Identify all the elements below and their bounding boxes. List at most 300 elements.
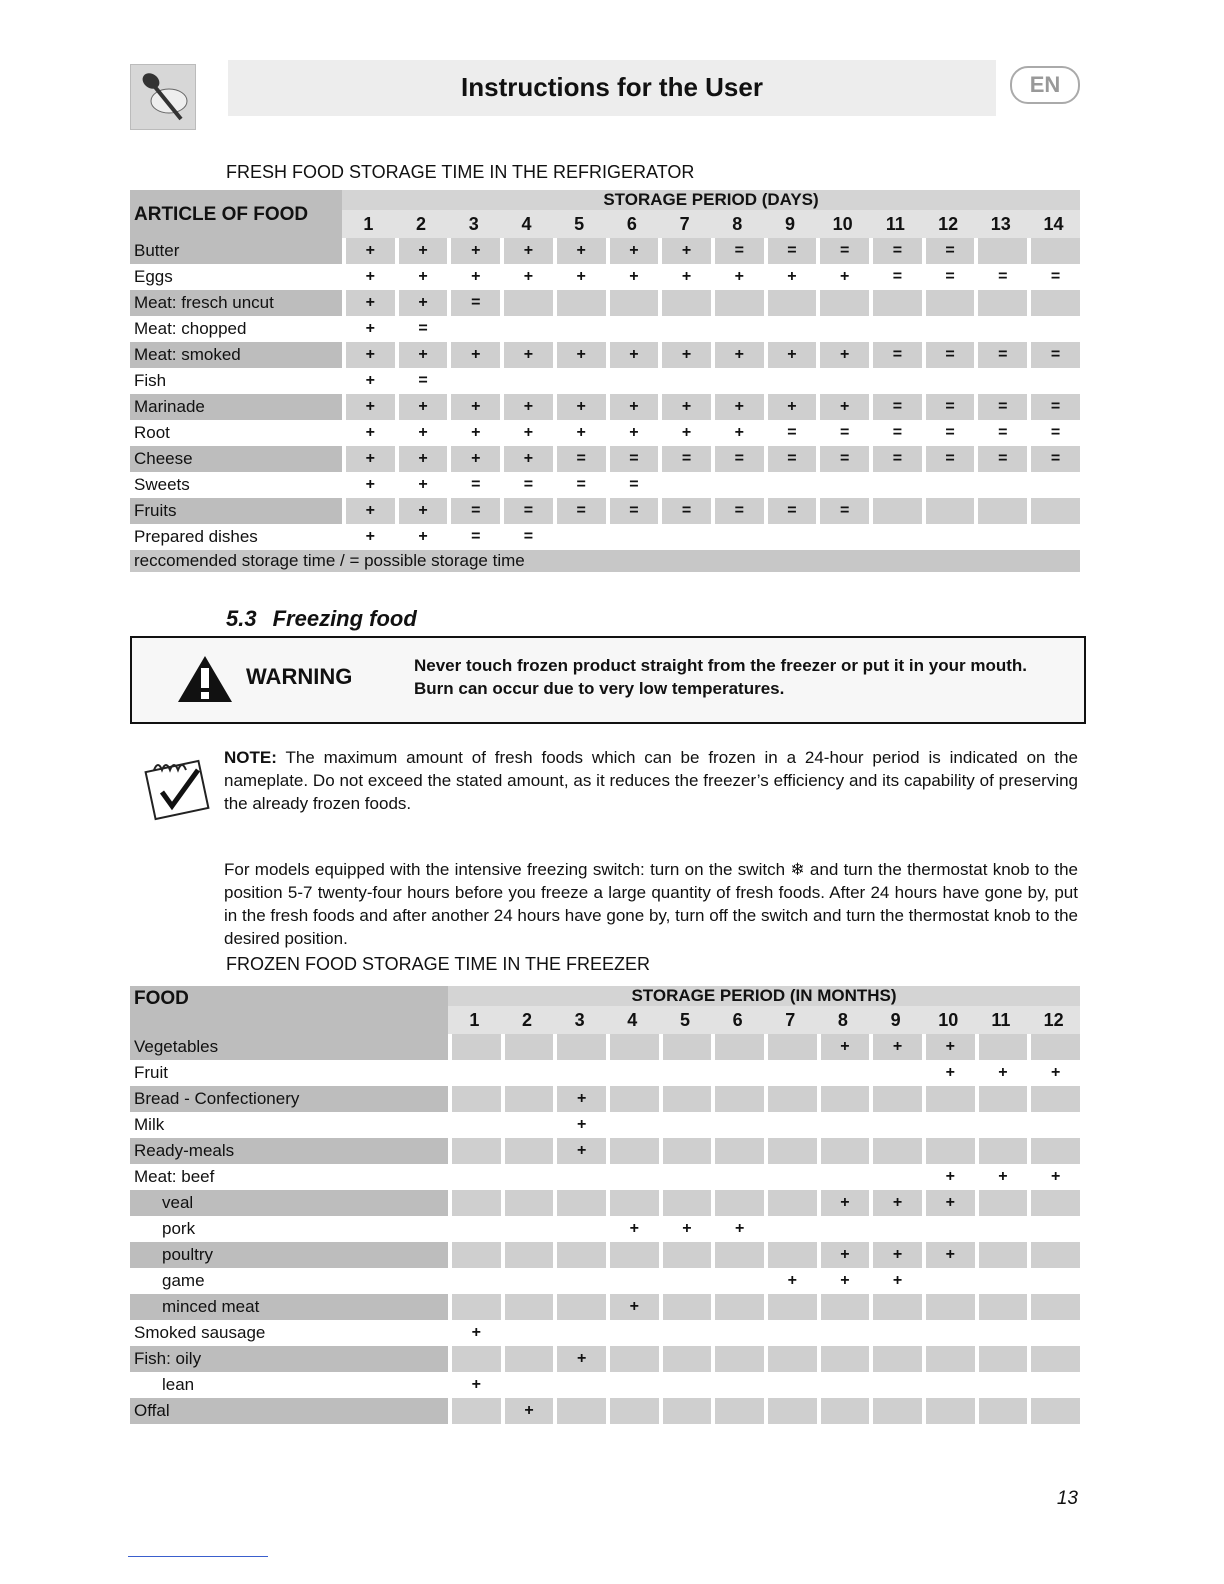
storage-cell xyxy=(606,1268,659,1294)
storage-cell xyxy=(659,1242,712,1268)
storage-cell: = xyxy=(447,290,500,316)
storage-cell: + xyxy=(606,420,659,446)
storage-cell xyxy=(448,1190,501,1216)
storage-cell: = xyxy=(711,446,764,472)
storage-cell: + xyxy=(711,1216,764,1242)
storage-cell: + xyxy=(606,1294,659,1320)
storage-cell xyxy=(711,1242,764,1268)
storage-cell xyxy=(817,1138,870,1164)
warning-line-1: Never touch frozen product straight from the freezer or put it in your mouth. xyxy=(414,656,1027,675)
storage-cell: = xyxy=(922,238,975,264)
table-row xyxy=(130,1164,1080,1190)
storage-cell xyxy=(1027,1268,1080,1294)
storage-cell xyxy=(869,290,922,316)
storage-cell xyxy=(659,1060,712,1086)
table-row xyxy=(130,1242,1080,1268)
table-row xyxy=(130,1086,1080,1112)
freezer-column-2: 2 xyxy=(501,1006,554,1034)
storage-cell xyxy=(659,1294,712,1320)
storage-cell xyxy=(817,1060,870,1086)
storage-cell xyxy=(553,1060,606,1086)
storage-cell: = xyxy=(500,498,553,524)
storage-cell xyxy=(659,1190,712,1216)
storage-cell xyxy=(500,290,553,316)
storage-cell: = xyxy=(974,420,1027,446)
storage-cell xyxy=(817,1320,870,1346)
storage-cell: = xyxy=(869,446,922,472)
storage-cell xyxy=(974,368,1027,394)
storage-cell xyxy=(448,1138,501,1164)
storage-cell xyxy=(606,524,659,550)
storage-cell: + xyxy=(658,238,711,264)
page-number: 13 xyxy=(1056,1488,1078,1509)
storage-cell: + xyxy=(869,1242,922,1268)
storage-cell: = xyxy=(869,342,922,368)
food-name: Sweets xyxy=(134,475,190,494)
storage-cell xyxy=(764,1216,817,1242)
storage-cell xyxy=(764,1112,817,1138)
storage-cell: + xyxy=(342,264,395,290)
storage-cell: + xyxy=(816,342,869,368)
food-name: Butter xyxy=(130,238,342,264)
storage-cell xyxy=(975,1320,1028,1346)
storage-cell: + xyxy=(553,1086,606,1112)
storage-cell: + xyxy=(553,394,606,420)
storage-cell: + xyxy=(395,342,448,368)
storage-cell xyxy=(817,1398,870,1424)
storage-cell xyxy=(764,1372,817,1398)
storage-cell xyxy=(975,1190,1028,1216)
storage-cell xyxy=(659,1398,712,1424)
storage-cell xyxy=(711,1372,764,1398)
table-row xyxy=(130,1398,1080,1424)
storage-cell xyxy=(817,1112,870,1138)
storage-cell: + xyxy=(395,238,448,264)
storage-cell: + xyxy=(816,394,869,420)
storage-cell xyxy=(448,1216,501,1242)
storage-cell xyxy=(501,1346,554,1372)
freezer-column-10: 10 xyxy=(922,1006,975,1034)
storage-cell xyxy=(711,1268,764,1294)
table-row xyxy=(130,498,1080,524)
storage-cell xyxy=(553,1398,606,1424)
freezer-column-8: 8 xyxy=(817,1006,870,1034)
storage-cell: = xyxy=(1027,420,1080,446)
storage-cell xyxy=(817,1346,870,1372)
storage-cell: = xyxy=(395,368,448,394)
storage-cell xyxy=(922,316,975,342)
storage-cell xyxy=(606,290,659,316)
storage-cell xyxy=(606,1086,659,1112)
storage-cell xyxy=(1027,1190,1080,1216)
storage-cell xyxy=(975,1346,1028,1372)
storage-cell xyxy=(869,368,922,394)
storage-cell: + xyxy=(764,394,817,420)
storage-cell: + xyxy=(395,394,448,420)
storage-cell xyxy=(764,1398,817,1424)
storage-cell xyxy=(869,1060,922,1086)
storage-cell: + xyxy=(606,264,659,290)
fridge-column-3: 3 xyxy=(447,210,500,238)
food-name: Fruit xyxy=(134,1063,168,1082)
storage-cell xyxy=(922,290,975,316)
storage-cell xyxy=(764,1086,817,1112)
storage-cell xyxy=(975,1398,1028,1424)
storage-cell xyxy=(448,1164,501,1190)
storage-cell: + xyxy=(447,446,500,472)
storage-cell: = xyxy=(500,524,553,550)
storage-cell xyxy=(869,1164,922,1190)
fridge-storage-table xyxy=(130,190,1080,572)
storage-cell xyxy=(1027,1242,1080,1268)
storage-cell: + xyxy=(869,1190,922,1216)
food-name: Eggs xyxy=(134,267,173,286)
storage-cell: + xyxy=(395,472,448,498)
storage-cell: + xyxy=(764,342,817,368)
storage-cell xyxy=(869,1372,922,1398)
storage-cell: = xyxy=(974,342,1027,368)
table-row xyxy=(130,316,1080,342)
fridge-column-4: 4 xyxy=(500,210,553,238)
storage-cell xyxy=(922,1320,975,1346)
storage-cell xyxy=(1027,1320,1080,1346)
storage-cell xyxy=(606,1138,659,1164)
storage-cell: + xyxy=(553,238,606,264)
storage-cell: + xyxy=(500,394,553,420)
storage-cell xyxy=(816,368,869,394)
storage-cell xyxy=(553,368,606,394)
storage-cell: + xyxy=(922,1034,975,1060)
storage-cell: + xyxy=(764,264,817,290)
table-row xyxy=(130,1372,1080,1398)
storage-cell: + xyxy=(500,264,553,290)
storage-cell: = xyxy=(869,394,922,420)
storage-cell xyxy=(501,1242,554,1268)
storage-cell xyxy=(1027,1398,1080,1424)
fridge-column-6: 6 xyxy=(606,210,659,238)
storage-cell xyxy=(501,1086,554,1112)
storage-cell xyxy=(606,1242,659,1268)
storage-cell: + xyxy=(448,1320,501,1346)
warning-line-2: Burn can occur due to very low temperatures. xyxy=(414,679,785,698)
storage-cell: = xyxy=(869,420,922,446)
storage-cell: = xyxy=(816,238,869,264)
storage-cell xyxy=(817,1216,870,1242)
food-name: Ready-meals xyxy=(130,1138,448,1164)
storage-cell: + xyxy=(395,264,448,290)
storage-cell: + xyxy=(501,1398,554,1424)
storage-cell: + xyxy=(922,1164,975,1190)
storage-cell: = xyxy=(764,498,817,524)
storage-cell xyxy=(501,1164,554,1190)
storage-cell: = xyxy=(553,498,606,524)
storage-cell xyxy=(659,1086,712,1112)
storage-cell xyxy=(764,1320,817,1346)
warning-text xyxy=(414,654,1082,700)
storage-cell xyxy=(764,1060,817,1086)
storage-cell xyxy=(659,1164,712,1190)
storage-cell: = xyxy=(1027,394,1080,420)
storage-cell xyxy=(974,316,1027,342)
storage-cell xyxy=(553,1268,606,1294)
table-row xyxy=(130,342,1080,368)
freezer-column-7: 7 xyxy=(764,1006,817,1034)
storage-cell xyxy=(711,316,764,342)
storage-cell xyxy=(448,1294,501,1320)
food-name: minced meat xyxy=(130,1294,448,1320)
storage-cell: + xyxy=(395,524,448,550)
freezer-column-5: 5 xyxy=(659,1006,712,1034)
storage-cell xyxy=(1027,1086,1080,1112)
storage-cell xyxy=(1027,1372,1080,1398)
section-title: Freezing food xyxy=(272,606,417,631)
freezer-column-11: 11 xyxy=(975,1006,1028,1034)
storage-cell: + xyxy=(711,394,764,420)
section-heading xyxy=(226,606,433,632)
storage-cell xyxy=(869,1138,922,1164)
storage-cell xyxy=(975,1034,1028,1060)
storage-cell xyxy=(922,368,975,394)
note-pad-icon xyxy=(140,748,220,827)
storage-cell: + xyxy=(606,1216,659,1242)
storage-cell: = xyxy=(974,264,1027,290)
storage-cell: = xyxy=(711,498,764,524)
storage-cell xyxy=(659,1112,712,1138)
storage-cell: = xyxy=(1027,342,1080,368)
snowflake-switch-icon: ❄ xyxy=(790,860,805,879)
storage-cell: = xyxy=(553,472,606,498)
storage-cell xyxy=(869,1294,922,1320)
storage-cell xyxy=(1027,524,1080,550)
storage-cell: + xyxy=(342,420,395,446)
storage-cell xyxy=(606,368,659,394)
food-name: Prepared dishes xyxy=(134,527,258,546)
storage-cell: = xyxy=(922,264,975,290)
storage-cell: + xyxy=(395,420,448,446)
storage-cell xyxy=(869,1112,922,1138)
storage-cell xyxy=(711,1138,764,1164)
storage-cell xyxy=(658,524,711,550)
storage-cell xyxy=(553,524,606,550)
fridge-column-12: 12 xyxy=(922,210,975,238)
storage-cell xyxy=(764,1242,817,1268)
paragraph-part-1: For models equipped with the intensive freezing switch: turn on the switch xyxy=(224,860,791,879)
food-name: Fruits xyxy=(130,498,342,524)
storage-cell: = xyxy=(922,342,975,368)
storage-cell xyxy=(659,1034,712,1060)
storage-cell xyxy=(500,316,553,342)
fridge-column-7: 7 xyxy=(658,210,711,238)
storage-cell: = xyxy=(869,264,922,290)
food-name: Meat: beef xyxy=(134,1167,215,1186)
storage-cell xyxy=(764,1346,817,1372)
food-name: Milk xyxy=(134,1115,165,1134)
note-label: NOTE: xyxy=(224,748,277,767)
storage-cell xyxy=(501,1216,554,1242)
storage-cell: + xyxy=(500,420,553,446)
storage-cell: = xyxy=(711,238,764,264)
warning-label: WARNING xyxy=(246,664,353,689)
storage-cell xyxy=(1027,316,1080,342)
storage-cell xyxy=(711,1086,764,1112)
food-name: Meat: smoked xyxy=(130,342,342,368)
chef-spoon-logo xyxy=(130,64,196,130)
storage-cell xyxy=(448,1268,501,1294)
storage-cell: = xyxy=(606,446,659,472)
freezer-table-title: FROZEN FOOD STORAGE TIME IN THE FREEZER xyxy=(226,954,651,974)
storage-cell xyxy=(606,1346,659,1372)
fridge-column-5: 5 xyxy=(553,210,606,238)
storage-cell xyxy=(711,1034,764,1060)
storage-cell: = xyxy=(395,316,448,342)
freezer-column-3: 3 xyxy=(553,1006,606,1034)
table-row xyxy=(130,1268,1080,1294)
storage-cell xyxy=(922,524,975,550)
storage-cell: = xyxy=(869,238,922,264)
storage-cell xyxy=(711,1164,764,1190)
storage-cell: + xyxy=(342,446,395,472)
storage-cell xyxy=(922,498,975,524)
storage-cell: + xyxy=(342,472,395,498)
storage-cell xyxy=(553,1164,606,1190)
storage-cell: = xyxy=(606,472,659,498)
storage-cell xyxy=(869,472,922,498)
storage-cell xyxy=(553,290,606,316)
storage-cell xyxy=(816,472,869,498)
storage-cell: + xyxy=(658,394,711,420)
food-name: veal xyxy=(130,1190,448,1216)
storage-cell xyxy=(764,472,817,498)
storage-cell: + xyxy=(658,264,711,290)
storage-cell xyxy=(658,472,711,498)
food-name: game xyxy=(162,1271,205,1290)
table-row xyxy=(130,1060,1080,1086)
fridge-table-title: FRESH FOOD STORAGE TIME IN THE REFRIGERATOR xyxy=(226,162,695,182)
storage-cell xyxy=(659,1320,712,1346)
table-row xyxy=(130,1216,1080,1242)
storage-cell: + xyxy=(817,1242,870,1268)
storage-cell xyxy=(764,1190,817,1216)
note-text xyxy=(224,746,1078,815)
storage-cell: + xyxy=(447,394,500,420)
storage-cell xyxy=(711,290,764,316)
storage-cell: + xyxy=(395,446,448,472)
storage-cell xyxy=(1027,1346,1080,1372)
storage-cell: + xyxy=(553,1112,606,1138)
storage-cell xyxy=(974,498,1027,524)
storage-cell xyxy=(1027,1034,1080,1060)
fridge-column-14: 14 xyxy=(1027,210,1080,238)
fridge-column-10: 10 xyxy=(816,210,869,238)
storage-cell xyxy=(553,1034,606,1060)
storage-cell xyxy=(606,1060,659,1086)
food-name: Root xyxy=(134,423,170,442)
storage-cell xyxy=(447,316,500,342)
storage-cell: = xyxy=(447,524,500,550)
storage-cell xyxy=(448,1086,501,1112)
storage-cell xyxy=(1027,290,1080,316)
storage-cell xyxy=(711,1398,764,1424)
note-body: The maximum amount of fresh foods which can be frozen in a 24-hour period is indicated on the nameplate. Do not exceed the stated amount, as it reduces the freezer’s efficiency and its capability of preserving the already frozen foods. xyxy=(224,748,1078,813)
storage-cell: + xyxy=(869,1034,922,1060)
storage-cell: + xyxy=(553,342,606,368)
storage-cell xyxy=(869,1398,922,1424)
storage-cell: + xyxy=(395,290,448,316)
storage-cell: + xyxy=(606,394,659,420)
storage-cell: + xyxy=(1027,1060,1080,1086)
storage-cell xyxy=(606,1034,659,1060)
storage-cell xyxy=(501,1034,554,1060)
table-row xyxy=(130,472,1080,498)
storage-cell: + xyxy=(342,368,395,394)
table-row xyxy=(130,420,1080,446)
storage-cell xyxy=(606,1190,659,1216)
storage-cell xyxy=(922,472,975,498)
storage-cell xyxy=(975,1268,1028,1294)
storage-cell xyxy=(817,1164,870,1190)
storage-cell: = xyxy=(1027,446,1080,472)
storage-cell xyxy=(448,1398,501,1424)
storage-cell xyxy=(764,290,817,316)
storage-cell: + xyxy=(342,316,395,342)
storage-cell: = xyxy=(974,394,1027,420)
storage-cell: + xyxy=(817,1034,870,1060)
storage-cell: + xyxy=(711,342,764,368)
storage-cell xyxy=(922,1294,975,1320)
storage-cell xyxy=(1027,238,1080,264)
storage-cell: + xyxy=(764,1268,817,1294)
storage-cell xyxy=(553,316,606,342)
fridge-column-2: 2 xyxy=(395,210,448,238)
storage-cell xyxy=(869,498,922,524)
storage-cell: = xyxy=(922,394,975,420)
storage-cell xyxy=(658,368,711,394)
storage-cell xyxy=(817,1372,870,1398)
table-row xyxy=(130,1294,1080,1320)
fridge-column-13: 13 xyxy=(974,210,1027,238)
storage-cell xyxy=(711,1190,764,1216)
storage-cell: + xyxy=(500,238,553,264)
storage-cell xyxy=(764,1294,817,1320)
storage-cell xyxy=(816,524,869,550)
storage-cell xyxy=(764,368,817,394)
storage-cell: = xyxy=(816,498,869,524)
storage-cell xyxy=(975,1242,1028,1268)
food-name: lean xyxy=(162,1375,195,1394)
storage-cell xyxy=(922,1398,975,1424)
fridge-column-8: 8 xyxy=(711,210,764,238)
storage-cell: + xyxy=(500,342,553,368)
storage-cell xyxy=(659,1372,712,1398)
storage-cell: + xyxy=(342,394,395,420)
storage-cell xyxy=(974,238,1027,264)
food-name: Cheese xyxy=(130,446,342,472)
storage-cell: + xyxy=(975,1164,1028,1190)
storage-cell xyxy=(1027,498,1080,524)
storage-cell xyxy=(553,1294,606,1320)
food-name: Marinade xyxy=(130,394,342,420)
storage-cell: + xyxy=(606,238,659,264)
table-row xyxy=(130,524,1080,550)
storage-cell: = xyxy=(658,498,711,524)
table-row xyxy=(130,1138,1080,1164)
storage-cell: + xyxy=(659,1216,712,1242)
food-name: Vegetables xyxy=(130,1034,448,1060)
storage-cell xyxy=(553,1190,606,1216)
storage-cell xyxy=(501,1372,554,1398)
storage-cell xyxy=(501,1190,554,1216)
storage-cell xyxy=(764,1164,817,1190)
